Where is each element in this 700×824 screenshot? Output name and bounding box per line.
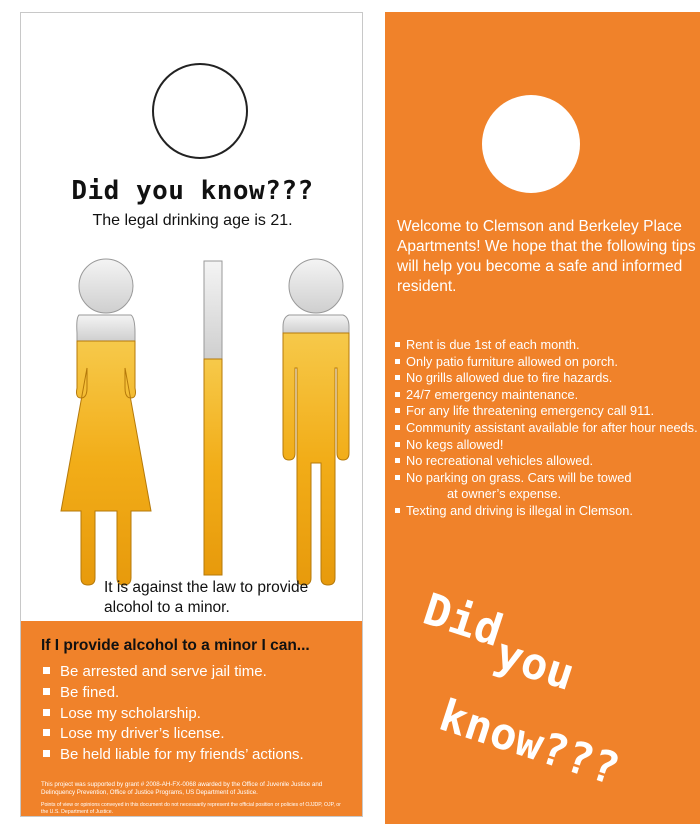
big-text-did: Did xyxy=(417,584,509,658)
list-item: Texting and driving is illegal in Clemson. xyxy=(395,503,698,520)
list-item: Lose my driver’s license. xyxy=(43,724,304,745)
list-item: No recreational vehicles allowed. xyxy=(395,453,698,470)
consequences-title: If I provide alcohol to a minor I can... xyxy=(41,637,310,654)
list-item: Lose my scholarship. xyxy=(43,704,304,725)
bullet-square-icon xyxy=(395,408,400,413)
bullet-square-icon xyxy=(43,688,50,695)
bullet-square-icon xyxy=(395,458,400,463)
bullet-square-icon xyxy=(43,709,50,716)
subheadline: The legal drinking age is 21. xyxy=(92,212,293,229)
consequences-list xyxy=(43,662,304,766)
bullet-square-icon xyxy=(395,375,400,380)
list-item: No parking on grass. Cars will be towed xyxy=(395,470,698,487)
list-item: 24/7 emergency maintenance. xyxy=(395,387,698,404)
list-item: Be arrested and serve jail time. xyxy=(43,662,304,683)
welcome-message: Welcome to Clemson and Berkeley Place Apartments! We hope that the following tips will help you become a safe and informed resident. xyxy=(397,218,696,295)
grant-disclaimer: This project was supported by grant # 2008-AH-FX-0068 awarded by the Office of Juvenile Justice and Delinquency Prevention, Office of Justice Programs, US Department of Justice. xyxy=(41,781,323,796)
list-item: Community assistant available for after hour needs. xyxy=(395,420,698,437)
headline: Did you know??? xyxy=(71,176,314,206)
woman-figure-icon xyxy=(61,259,151,585)
opinion-disclaimer: Points of view or opinions conveyed in this document do not necessarily represent the official position or policies of OJJDP, OJP, or the U.S. Department of Justice. xyxy=(41,802,341,815)
bullet-square-icon xyxy=(395,342,400,347)
bullet-square-icon xyxy=(43,667,50,674)
bullet-square-icon xyxy=(395,392,400,397)
hanger-hole xyxy=(482,95,580,193)
bullet-square-icon xyxy=(43,729,50,736)
law-text: It is against the law to provide alcohol to a minor. xyxy=(104,579,309,616)
door-hanger-front xyxy=(20,12,363,817)
bullet-square-icon xyxy=(395,475,400,480)
list-item: Be held liable for my friends’ actions. xyxy=(43,745,304,766)
list-item-continuation: at owner’s expense. xyxy=(447,486,562,502)
big-text-you: you xyxy=(489,628,581,702)
bullet-square-icon xyxy=(395,425,400,430)
big-text-know: know??? xyxy=(433,690,626,796)
bullet-square-icon xyxy=(43,750,50,757)
consequences-box xyxy=(21,621,363,817)
tips-list xyxy=(395,337,698,520)
bullet-square-icon xyxy=(395,508,400,513)
list-item: Be fined. xyxy=(43,683,304,704)
list-item: For any life threatening emergency call 911. xyxy=(395,403,698,420)
list-item: Only patio furniture allowed on porch. xyxy=(395,354,698,371)
hanger-hole xyxy=(152,63,248,159)
list-item: No grills allowed due to fire hazards. xyxy=(395,370,698,387)
list-item: No kegs allowed! xyxy=(395,437,698,454)
bullet-square-icon xyxy=(395,442,400,447)
man-figure-icon xyxy=(283,259,349,585)
divider-bar-icon xyxy=(204,261,222,575)
restroom-figures-illustration xyxy=(21,253,363,593)
list-item: Rent is due 1st of each month. xyxy=(395,337,698,354)
door-hanger-back xyxy=(385,12,700,824)
bullet-square-icon xyxy=(395,359,400,364)
